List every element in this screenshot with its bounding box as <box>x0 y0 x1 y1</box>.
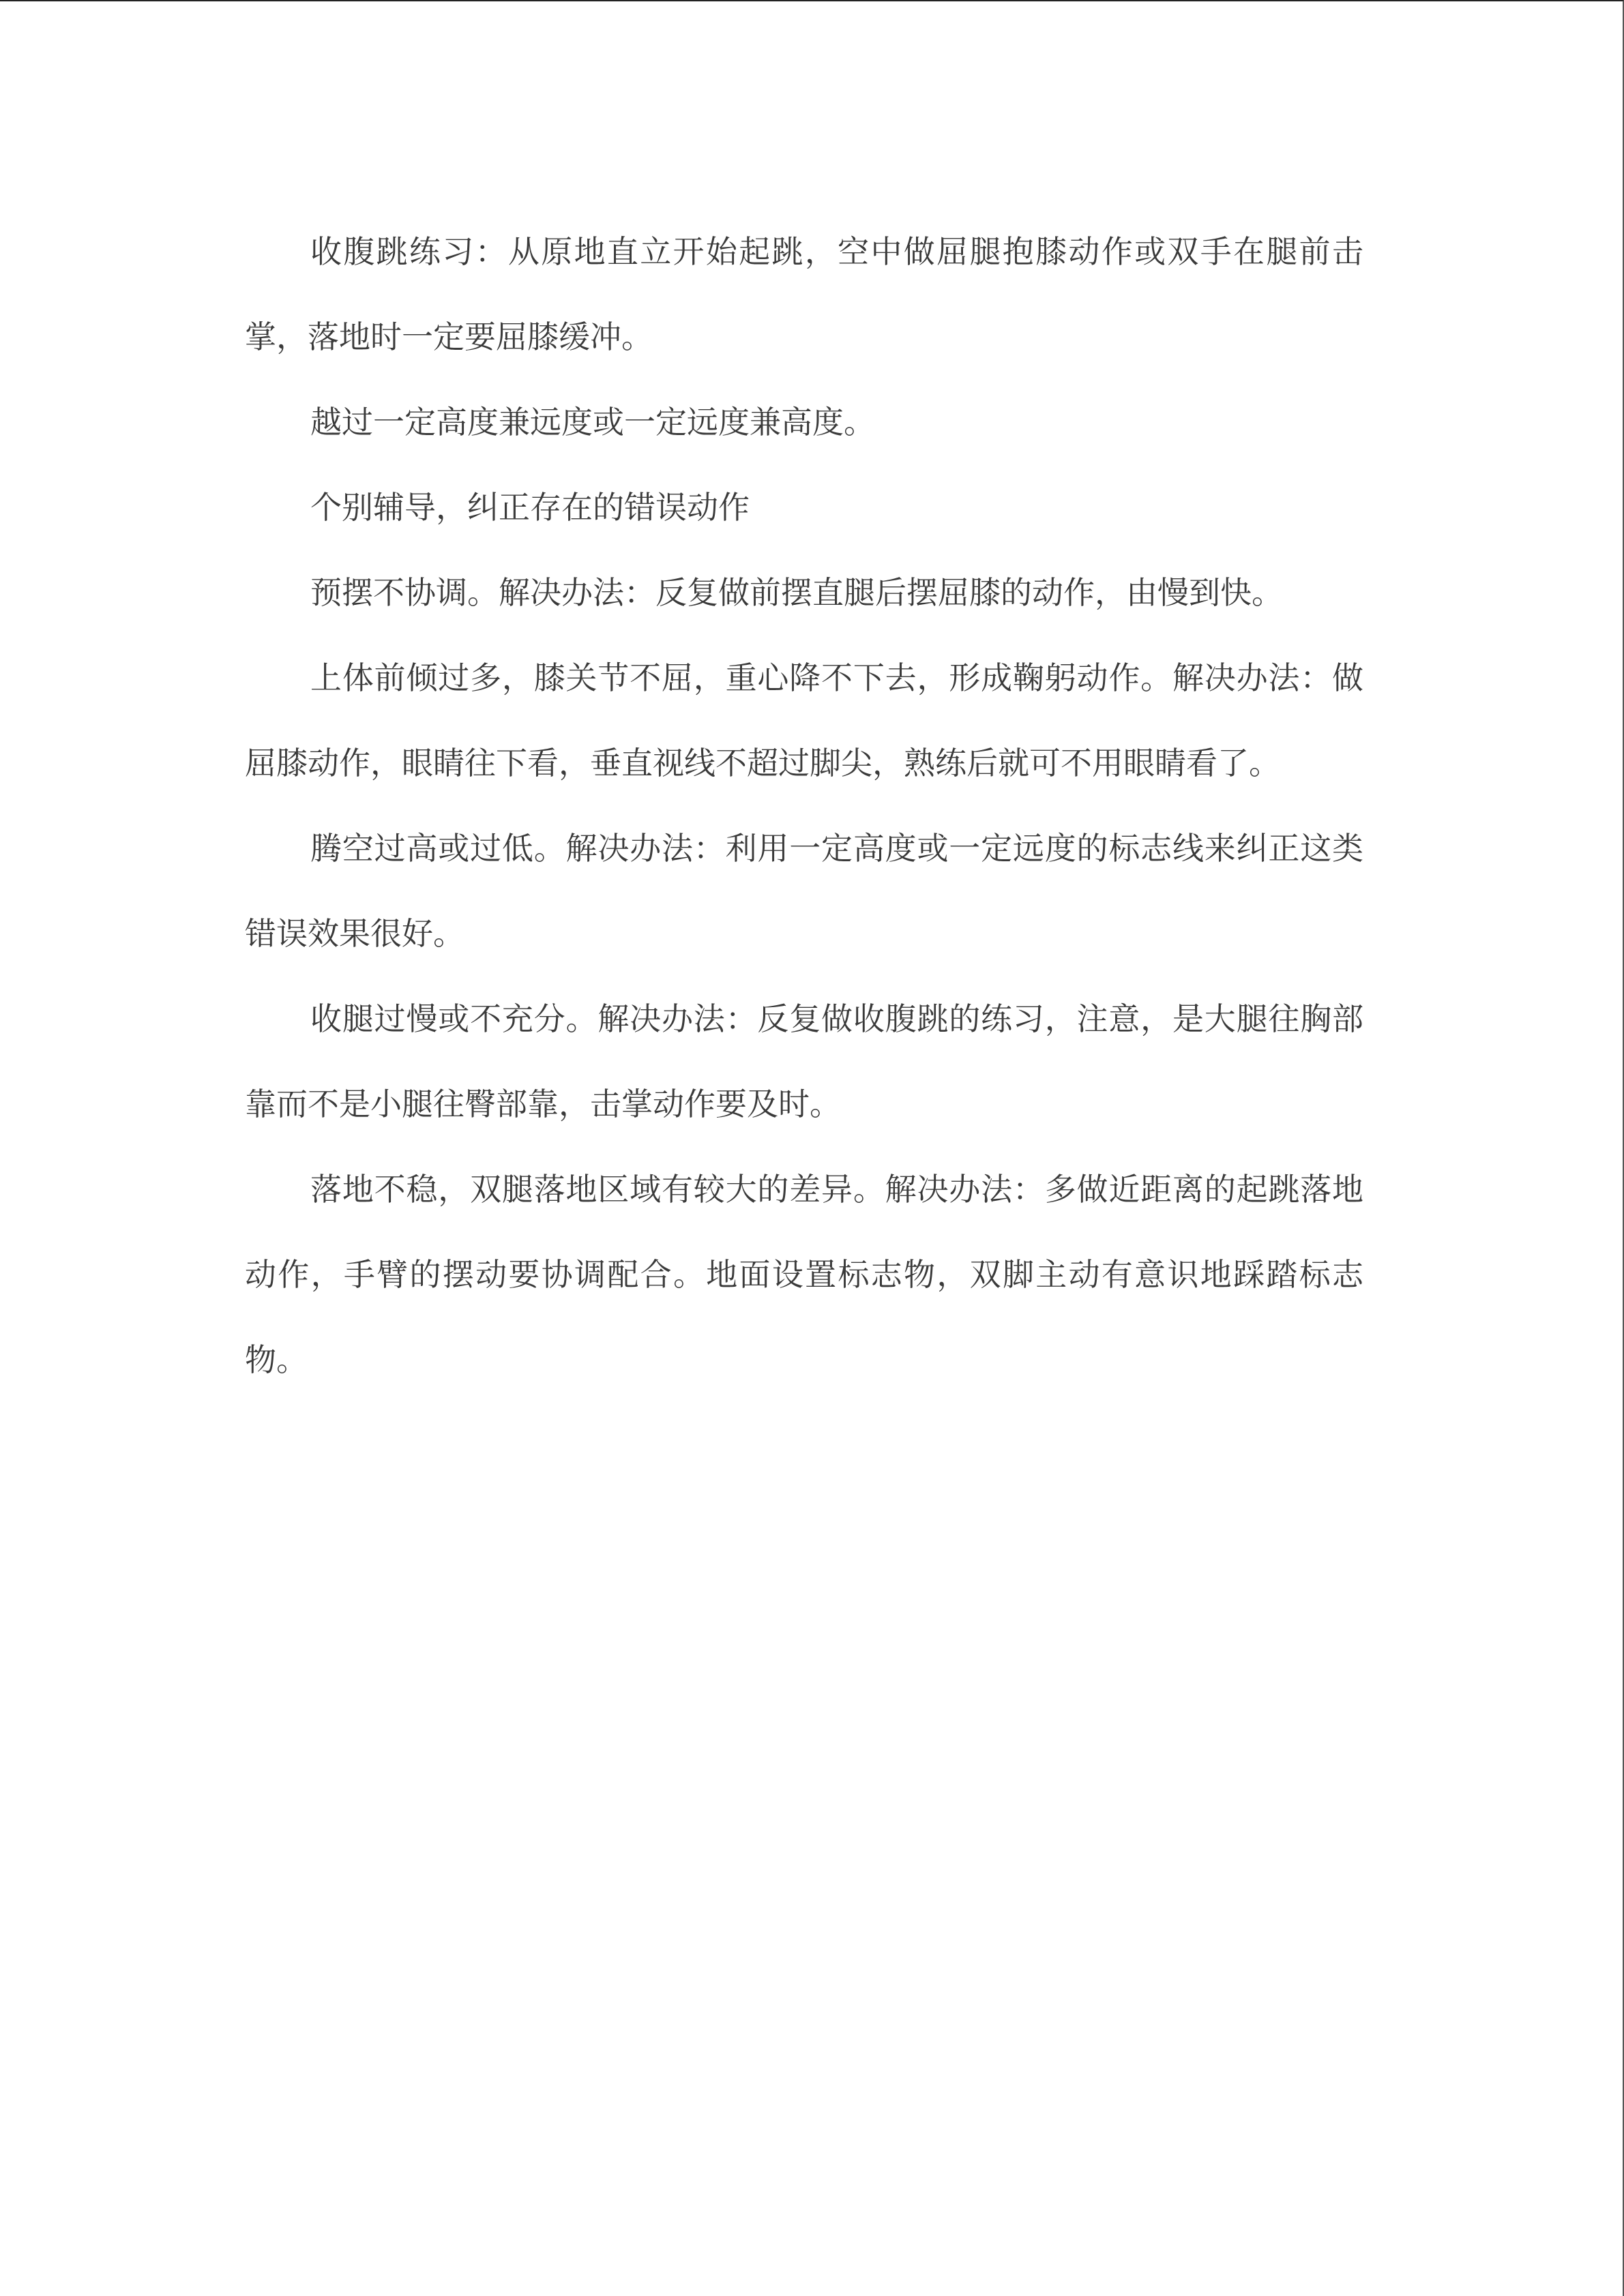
paragraph-height-distance: 越过一定高度兼远度或一定远度兼高度。 <box>310 404 875 441</box>
document-body <box>245 209 1363 1403</box>
paragraph-tuck-jump-drill: 收腹跳练习：从原地直立开始起跳，空中做屈腿抱膝动作或双手在腿前击掌，落地时一定要屈膝缓冲。 <box>245 233 1363 355</box>
paragraph-leg-tuck-error: 收腿过慢或不充分。解决办法：反复做收腹跳的练习，注意，是大腿往胸部靠而不是小腿往臀部靠，击掌动作要及时。 <box>245 1000 1363 1122</box>
paragraph-individual-coaching: 个别辅导，纠正存在的错误动作 <box>310 489 750 526</box>
paragraph-flight-height-error: 腾空过高或过低。解决办法：利用一定高度或一定远度的标志线来纠正这类错误效果很好。 <box>245 830 1363 952</box>
paragraph-landing-error: 落地不稳，双腿落地区域有较大的差异。解决办法：多做近距离的起跳落地动作，手臂的摆动要协调配合。地面设置标志物，双脚主动有意识地踩踏标志物。 <box>245 1171 1363 1378</box>
paragraph-pre-swing-error: 预摆不协调。解决办法：反复做前摆直腿后摆屈膝的动作，由慢到快。 <box>310 574 1283 611</box>
paragraph-lean-forward-error: 上体前倾过多，膝关节不屈，重心降不下去，形成鞠躬动作。解决办法：做屈膝动作，眼睛往下看，垂直视线不超过脚尖，熟练后就可不用眼睛看了。 <box>245 659 1363 781</box>
